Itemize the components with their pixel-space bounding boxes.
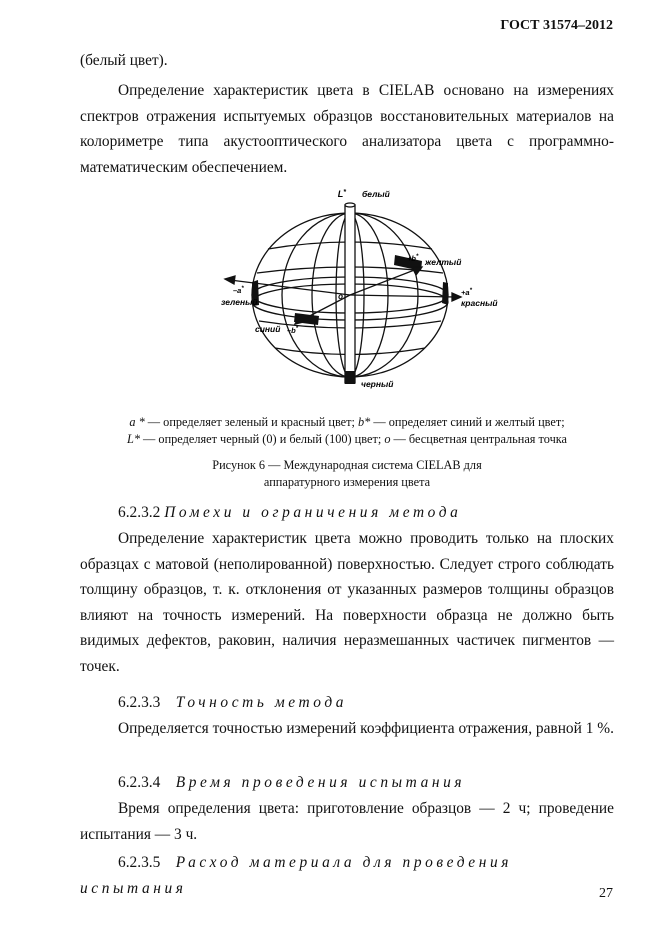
svg-text:белый: белый xyxy=(362,189,390,199)
svg-text:красный: красный xyxy=(461,298,498,308)
paragraph-continuation: (белый цвет). xyxy=(80,52,168,69)
section-6232-heading: 6.2.3.2 Помехи и ограничения метода xyxy=(118,504,462,521)
svg-text:o: o xyxy=(338,292,343,301)
minus-a-axis xyxy=(230,280,350,295)
figure-legend: a * — определяет зеленый и красный цвет; b* — определяет синий и желтый цвет; L* — определяет черный (0) и белый (100) цвет; o — бесцветная центральная точка xyxy=(126,415,568,446)
page-number: 27 xyxy=(599,886,613,901)
svg-text:L*: L* xyxy=(337,189,346,199)
cielab-sphere-diagram xyxy=(195,185,505,405)
svg-text:желтый: желтый xyxy=(425,257,462,267)
svg-text:–b*: –b* xyxy=(287,326,299,335)
svg-text:зеленый: зеленый xyxy=(221,297,258,307)
svg-text:черный: черный xyxy=(361,379,394,389)
svg-text:–a*: –a* xyxy=(233,286,244,295)
section-6234-body: Время определения цвета: приготовление образцов — 2 ч; проведение испытания — 3 ч. xyxy=(80,800,614,843)
figure-caption: Рисунок 6 — Международная система CIELAB для аппаратурного измерения цвета xyxy=(212,458,482,489)
svg-text:+b*: +b* xyxy=(407,254,419,263)
plus-a-axis xyxy=(350,295,455,297)
paragraph-cielab-intro: Определение характеристик цвета в CIELAB основано на измерениях спектров отражения испытуемых образцов восстановительных материалов на колориметре типа акустооптического анализатора цвета с программно-математическим обеспечением. xyxy=(80,82,614,176)
plus-b-axis xyxy=(350,269,417,295)
section-6235-heading: 6.2.3.5 Расход материала для проведения испытания xyxy=(80,854,513,897)
section-6232-body: Определение характеристик цвета можно проводить только на плоских образцах с матовой (неполированной) поверхностью. Следует строго соблюдать толщину образцов, т. к. отклонения от указанных размеров толщины образцов влияют на точность измерений. На поверхности образца не должно быть видимых дефектов, раковин, наличия неразмешанных частичек пигментов — точек. xyxy=(80,530,614,675)
svg-text:+a*: +a* xyxy=(461,288,472,297)
section-6233-body: Определяется точностью измерений коэффициента отражения, равной 1 %. xyxy=(118,720,614,737)
svg-text:синий: синий xyxy=(255,324,281,334)
section-6233-heading: 6.2.3.3 Точность метода xyxy=(118,694,348,711)
document-header: ГОСТ 31574–2012 xyxy=(500,18,613,33)
section-6234-heading: 6.2.3.4 Время проведения испытания xyxy=(118,774,466,791)
